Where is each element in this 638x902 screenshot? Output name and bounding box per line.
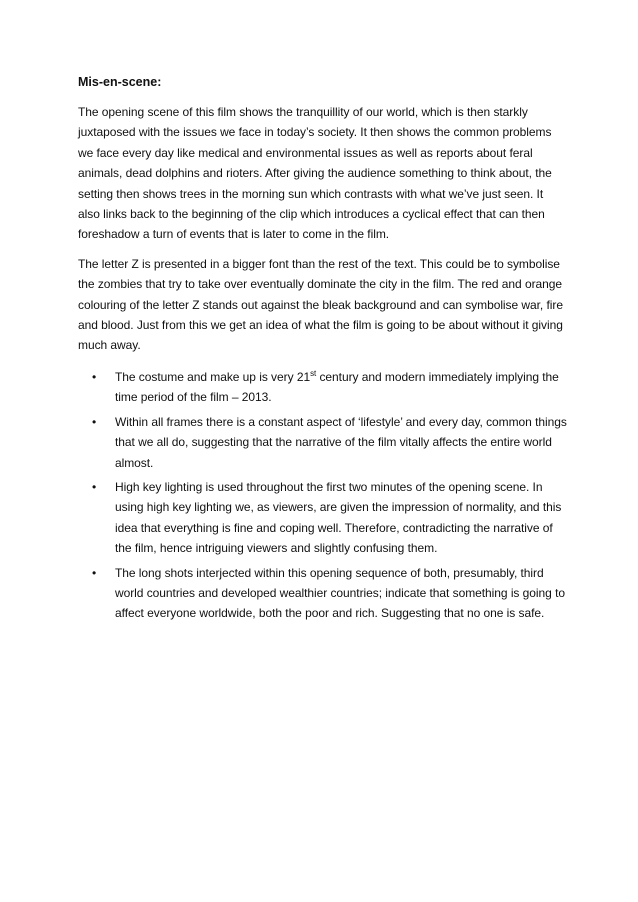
section-heading: Mis-en-scene: (78, 75, 162, 89)
paragraph-letter-z: The letter Z is presented in a bigger font than the rest of the text. This could be to symbolise the zombies that try to take over eventually dominate the city in the film. The red and orange colouring of the letter Z stands out against the bleak background and can symbolise war, fire and blood. Just from this we get an idea of what the film is going to be about without it giving much away. (78, 256, 563, 353)
bullet-item-long-shots (78, 563, 568, 624)
paragraph-opening-scene: The opening scene of this film shows the tranquillity of our world, which is then starkly juxtaposed with the issues we face in today’s society. It then shows the common problems we face every day like medical and environmental issues as well as reports about feral animals, dead dolphins and rioters. After giving the audience something to think about, the setting then shows trees in the morning sun which contrasts with what we’ve just seen. It also links back to the beginning of the clip which introduces a cyclical effect that can then foreshadow a turn of events that is later to come in the film. (78, 105, 552, 242)
document-page (78, 74, 568, 628)
bullet-icon: • (92, 479, 97, 494)
bullet-item-costume (78, 367, 568, 408)
bullet-text: The long shots interjected within this opening sequence of both, presumably, third world countries and developed wealthier countries; indicate that something is going to affect everyone worldwide, both the poor and rich. Suggesting that no one is safe. (115, 565, 565, 621)
bullet-icon: • (92, 369, 97, 384)
bullet-text: Within all frames there is a constant aspect of ‘lifestyle’ and every day, common things that we all do, suggesting that the narrative of the film vitally affects the entire world almost. (115, 414, 567, 470)
bullet-icon: • (92, 414, 97, 429)
ordinal-superscript: st (310, 368, 317, 378)
bullet-text-part: century and modern immediately implying the time period of the film – 2013. (115, 369, 559, 405)
bullet-icon: • (92, 565, 97, 580)
bullet-text: High key lighting is used throughout the first two minutes of the opening scene. In using high key lighting we, as viewers, are given the impression of normality, and this idea that everything is fine and coping well. Therefore, contradicting the narrative of the film, hence intriguing viewers and slightly confusing them. (115, 479, 562, 556)
bullet-item-lighting (78, 477, 568, 559)
bullet-list (78, 367, 568, 624)
bullet-item-lifestyle (78, 412, 568, 473)
bullet-text-part: The costume and make up is very 21 (115, 369, 311, 384)
